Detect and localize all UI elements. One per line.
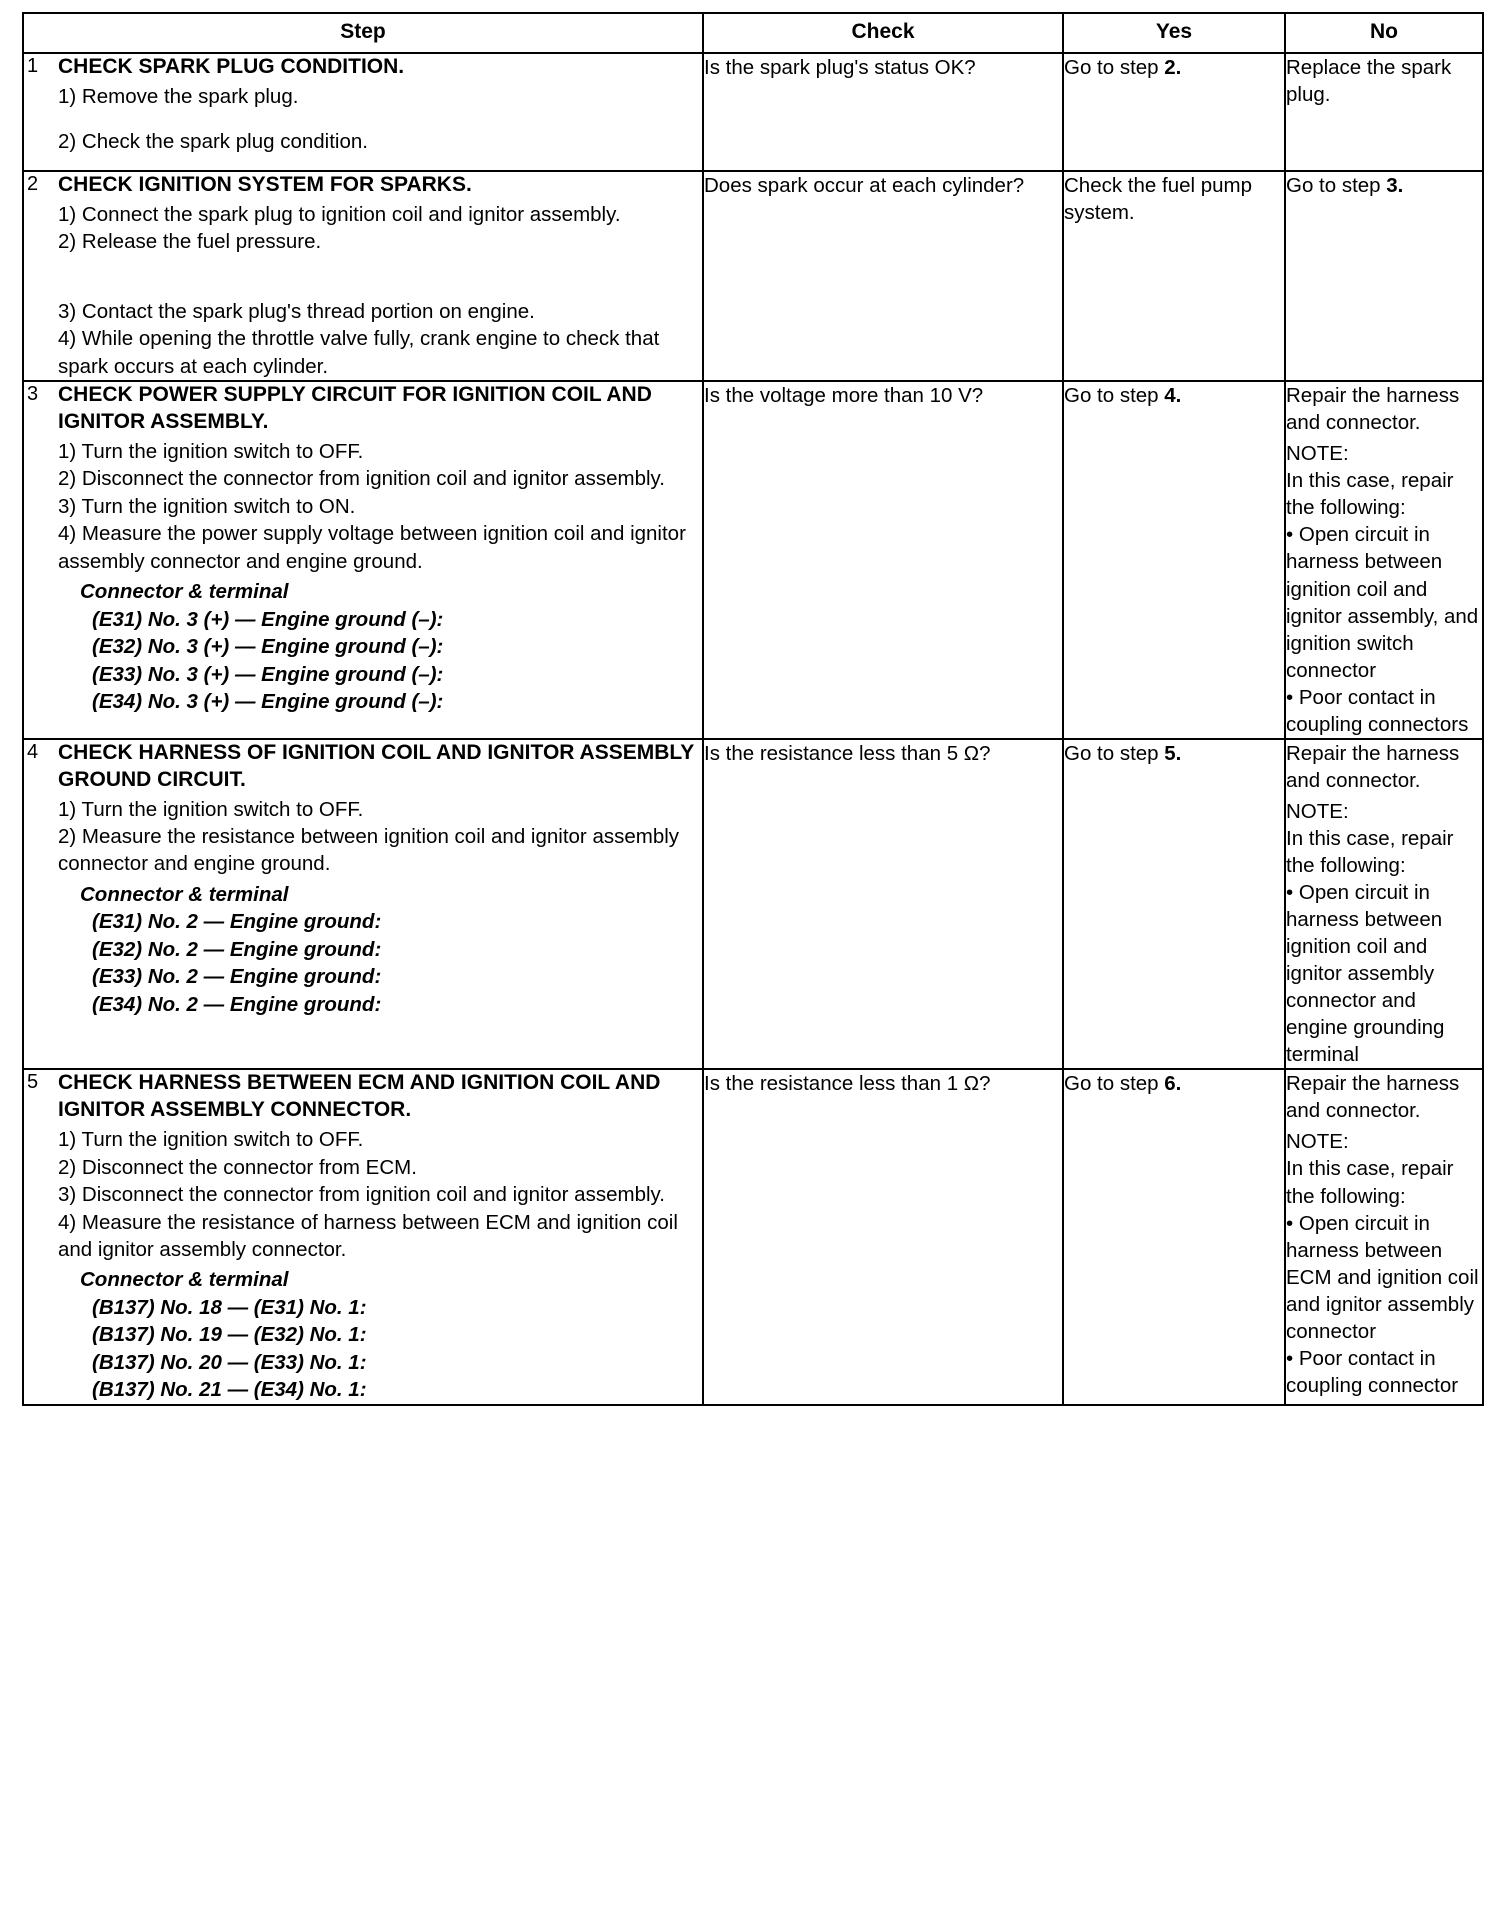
- step-number: 5: [27, 1071, 39, 1094]
- connector-terminal-line: (E32) No. 2 — Engine ground:: [92, 937, 382, 961]
- connector-terminal-heading: Connector & terminal: [80, 882, 289, 906]
- yes-cell: [1063, 53, 1285, 171]
- step-body: [24, 54, 702, 170]
- check-cell: Does spark occur at each cylinder?: [703, 171, 1063, 381]
- connector-terminal-line: (B137) No. 18 — (E31) No. 1:: [92, 1295, 367, 1319]
- step-number: 2: [27, 172, 39, 195]
- column-header-no: No: [1285, 13, 1483, 53]
- step-instruction: 1) Connect the spark plug to ignition coil and ignitor assembly.: [58, 202, 621, 226]
- step-instruction: 1) Turn the ignition switch to OFF.: [58, 797, 364, 821]
- connector-terminal-heading: Connector & terminal: [80, 1268, 289, 1292]
- check-cell: Is the spark plug's status OK?: [703, 53, 1063, 171]
- note-bullet: • Poor contact in coupling connector: [1286, 1346, 1459, 1397]
- connector-terminal-line: (B137) No. 19 — (E32) No. 1:: [92, 1323, 367, 1347]
- note-heading: NOTE:: [1286, 1130, 1349, 1154]
- connector-terminal-line: (E31) No. 2 — Engine ground:: [92, 910, 382, 934]
- no-target: 3.: [1386, 173, 1404, 197]
- no-action: Repair the harness and connector.: [1286, 384, 1460, 435]
- yes-text: Go to step: [1064, 741, 1165, 765]
- step-cell: [23, 381, 703, 739]
- yes-cell: [1063, 739, 1285, 1070]
- step-number: 4: [27, 740, 39, 763]
- table-row: [23, 1069, 1483, 1404]
- column-header-step: Step: [23, 13, 703, 53]
- no-cell: [1285, 739, 1483, 1070]
- note-heading: NOTE:: [1286, 442, 1349, 466]
- check-cell: Is the voltage more than 10 V?: [703, 381, 1063, 739]
- check-cell: Is the resistance less than 5 Ω?: [703, 739, 1063, 1070]
- yes-cell: [1063, 381, 1285, 739]
- no-cell: [1285, 1069, 1483, 1404]
- connector-terminal-heading: Connector & terminal: [80, 580, 289, 604]
- table-row: [23, 171, 1483, 381]
- note-bullet: • Open circuit in harness between ignition coil and ignitor assembly connector and engine grounding terminal: [1286, 881, 1445, 1067]
- yes-text: Go to step: [1064, 56, 1165, 80]
- step-cell: [23, 1069, 703, 1404]
- step-title: CHECK POWER SUPPLY CIRCUIT FOR IGNITION COIL AND IGNITOR ASSEMBLY.: [58, 383, 652, 434]
- step-instruction: 3) Disconnect the connector from ignition coil and ignitor assembly.: [58, 1183, 665, 1207]
- step-number: 3: [27, 383, 39, 406]
- step-instruction: 2) Disconnect the connector from ECM.: [58, 1155, 417, 1179]
- step-instruction: 2) Measure the resistance between ignition coil and ignitor assembly connector and engine ground.: [58, 825, 680, 876]
- table-row: [23, 381, 1483, 739]
- connector-terminal-line: (B137) No. 20 — (E33) No. 1:: [92, 1350, 367, 1374]
- table-header-row: [23, 13, 1483, 53]
- no-action: Repair the harness and connector.: [1286, 1072, 1460, 1123]
- step-instruction: 4) Measure the resistance of harness between ECM and ignition coil and ignitor assembly connector.: [58, 1210, 678, 1261]
- diagnostic-procedure-table: [22, 12, 1484, 1406]
- step-cell: [23, 171, 703, 381]
- step-title: CHECK HARNESS OF IGNITION COIL AND IGNITOR ASSEMBLY GROUND CIRCUIT.: [58, 740, 694, 791]
- yes-target: 6.: [1164, 1072, 1182, 1096]
- step-instruction: 3) Turn the ignition switch to ON.: [58, 494, 356, 518]
- connector-terminal-line: (E33) No. 3 (+) — Engine ground (–):: [92, 662, 444, 686]
- step-title: CHECK IGNITION SYSTEM FOR SPARKS.: [58, 172, 472, 196]
- step-instruction: 2) Disconnect the connector from ignition coil and ignitor assembly.: [58, 467, 665, 491]
- connector-terminal-line: (E33) No. 2 — Engine ground:: [92, 965, 382, 989]
- no-cell: [1285, 381, 1483, 739]
- step-instruction: 2) Check the spark plug condition.: [58, 130, 368, 154]
- connector-terminal-line: (E34) No. 2 — Engine ground:: [92, 992, 382, 1016]
- note-bullet: • Poor contact in coupling connectors: [1286, 685, 1469, 736]
- step-title: CHECK SPARK PLUG CONDITION.: [58, 55, 405, 79]
- step-instruction: 1) Turn the ignition switch to OFF.: [58, 439, 364, 463]
- table-row: [23, 53, 1483, 171]
- connector-terminal-line: (E34) No. 3 (+) — Engine ground (–):: [92, 690, 444, 714]
- yes-cell: [1063, 1069, 1285, 1404]
- step-title: CHECK HARNESS BETWEEN ECM AND IGNITION COIL AND IGNITOR ASSEMBLY CONNECTOR.: [58, 1071, 661, 1122]
- step-instruction: 4) While opening the throttle valve fully, crank engine to check that spark occurs at each cylinder.: [58, 327, 660, 378]
- step-instruction: 4) Measure the power supply voltage between ignition coil and ignitor assembly connector and engine ground.: [58, 522, 686, 573]
- note-bullet: • Open circuit in harness between ECM and ignition coil and ignitor assembly connector: [1286, 1211, 1479, 1343]
- yes-target: 5.: [1164, 741, 1182, 765]
- step-instruction: 1) Turn the ignition switch to OFF.: [58, 1128, 364, 1152]
- column-header-check: Check: [703, 13, 1063, 53]
- check-cell: Is the resistance less than 1 Ω?: [703, 1069, 1063, 1404]
- step-cell: [23, 739, 703, 1070]
- connector-terminal-line: (E31) No. 3 (+) — Engine ground (–):: [92, 607, 444, 631]
- step-body: [24, 382, 702, 715]
- step-cell: [23, 53, 703, 171]
- yes-target: 2.: [1164, 56, 1182, 80]
- connector-terminal-line: (B137) No. 21 — (E34) No. 1:: [92, 1378, 367, 1402]
- note-line: In this case, repair the following:: [1286, 1157, 1454, 1208]
- note-line: In this case, repair the following:: [1286, 826, 1454, 877]
- yes-target: 4.: [1164, 384, 1182, 408]
- step-body: [24, 172, 702, 380]
- step-body: [24, 1070, 702, 1403]
- yes-text: Go to step: [1064, 384, 1165, 408]
- note-bullet: • Open circuit in harness between ignition coil and ignitor assembly, and ignition switch connector: [1286, 523, 1479, 682]
- table-row: [23, 739, 1483, 1070]
- yes-cell: Check the fuel pump system.: [1063, 171, 1285, 381]
- column-header-yes: Yes: [1063, 13, 1285, 53]
- no-cell: [1285, 171, 1483, 381]
- note-line: In this case, repair the following:: [1286, 469, 1454, 520]
- no-text: Go to step: [1286, 173, 1387, 197]
- step-body: [24, 740, 702, 1019]
- step-instruction: 1) Remove the spark plug.: [58, 85, 299, 109]
- connector-terminal-line: (E32) No. 3 (+) — Engine ground (–):: [92, 635, 444, 659]
- no-cell: Replace the spark plug.: [1285, 53, 1483, 171]
- step-number: 1: [27, 55, 39, 78]
- note-heading: NOTE:: [1286, 799, 1349, 823]
- step-instruction: 2) Release the fuel pressure.: [58, 230, 322, 254]
- step-instruction: 3) Contact the spark plug's thread portion on engine.: [58, 299, 535, 323]
- no-action: Repair the harness and connector.: [1286, 741, 1460, 792]
- yes-text: Go to step: [1064, 1072, 1165, 1096]
